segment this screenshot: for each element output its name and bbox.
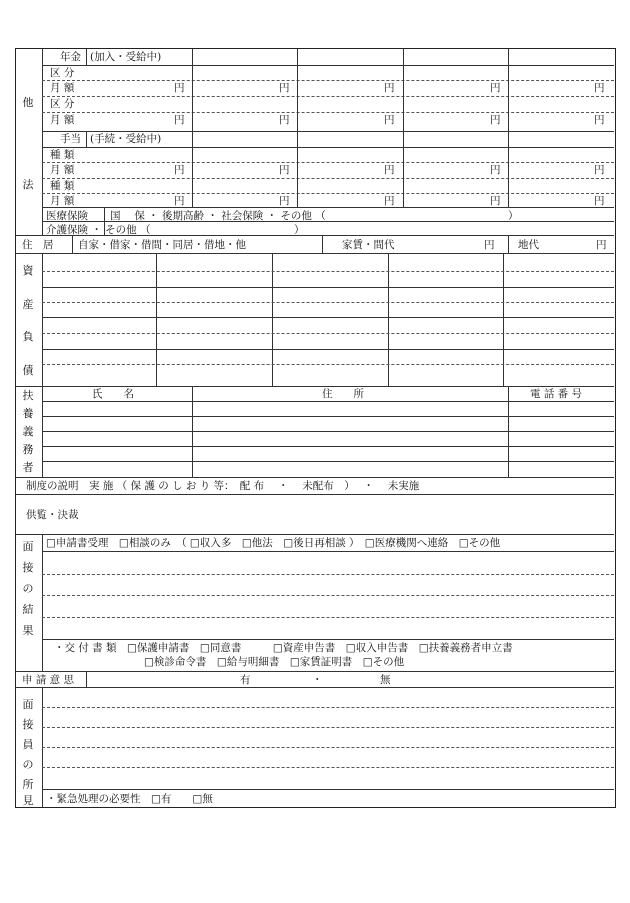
grid-line: [42, 446, 614, 447]
opinion-char-2: 接: [22, 718, 34, 731]
care-close-paren: ）: [294, 224, 305, 236]
support-address-header: 住 所: [322, 388, 364, 400]
grid-line: [42, 317, 614, 318]
yen-unit: 円: [279, 164, 290, 176]
intention-yes: 有: [240, 674, 251, 686]
result-char-1: 面: [22, 540, 34, 553]
intention-dot: ・: [312, 674, 323, 686]
assets-char-3: 負: [22, 330, 34, 343]
assets-char-2: 産: [22, 298, 34, 311]
welfare-interview-form: [15, 48, 616, 808]
grid-line: [42, 287, 614, 288]
documents-row-2: □検診命令書 □給与明細書 □家賃証明書 □その他: [144, 656, 405, 668]
opinion-char-3: 員: [22, 738, 34, 751]
grid-line: [42, 461, 614, 462]
grid-line: [42, 617, 614, 618]
yen-unit: 円: [490, 114, 501, 126]
monthly-label-4: 月 額: [50, 195, 75, 207]
side-label-law: 法: [22, 178, 34, 191]
pension-status: (加入・受給中): [90, 51, 162, 63]
grid-line-vertical: [403, 49, 404, 207]
rent-yen: 円: [484, 239, 495, 251]
result-char-4: 結: [22, 603, 34, 616]
yen-unit: 円: [594, 82, 605, 94]
grid-line-vertical: [192, 49, 193, 207]
support-char-2: 養: [22, 407, 34, 420]
type-label-1: 種 類: [50, 149, 75, 161]
grid-line: [42, 727, 614, 728]
grid-line: [42, 747, 614, 748]
opinion-char-1: 面: [22, 698, 34, 711]
inspection-approval: 供覧・決裁: [26, 509, 79, 521]
result-char-2: 接: [22, 561, 34, 574]
urgent-processing: ・緊急処理の必要性 □有 □無: [46, 793, 213, 805]
grid-line: [42, 178, 614, 179]
medical-close-paren: ）: [508, 210, 519, 222]
yen-unit: 円: [384, 164, 395, 176]
grid-line: [42, 595, 614, 596]
pension-title: 年金: [60, 51, 81, 63]
type-label-2: 種 類: [50, 180, 75, 192]
grid-line: [42, 416, 614, 417]
yen-unit: 円: [174, 114, 185, 126]
allowance-status: (手続・受給中): [90, 133, 162, 145]
grid-line: [42, 707, 614, 708]
result-char-3: の: [22, 582, 34, 595]
monthly-label-2: 月 額: [50, 114, 75, 126]
yen-unit: 円: [174, 164, 185, 176]
grid-line: [42, 131, 614, 132]
grid-line: [42, 767, 614, 768]
intention-no: 無: [380, 674, 391, 686]
support-char-1: 扶: [22, 389, 34, 402]
land-rent-label: 地代: [518, 239, 539, 251]
support-char-3: 義: [22, 425, 34, 438]
grid-line: [42, 639, 614, 640]
yen-unit: 円: [490, 164, 501, 176]
grid-line: [42, 65, 614, 66]
grid-line: [42, 207, 614, 208]
yen-unit: 円: [594, 114, 605, 126]
support-char-5: 者: [22, 461, 34, 474]
support-phone-header: 電 話 番 号: [530, 388, 583, 400]
medical-insurance-label: 医療保険: [46, 210, 88, 222]
grid-line-vertical: [297, 49, 298, 207]
assets-char-1: 資: [22, 264, 34, 277]
medical-insurance-options: 国 保 ・ 後期高齢 ・ 社会保険 ・ その他 （: [110, 210, 326, 222]
yen-unit: 円: [279, 82, 290, 94]
monthly-label-3: 月 額: [50, 164, 75, 176]
opinion-char-5: 所: [22, 778, 34, 791]
documents-row-1: ・交 付 書 類 □保護申請書 □同意書 □資産申告書 □収入申告書 □扶養義務者申立書: [54, 642, 513, 654]
land-rent-yen: 円: [596, 239, 607, 251]
yen-unit: 円: [279, 195, 290, 207]
rent-label: 家賃・間代: [342, 239, 395, 251]
grid-line: [42, 221, 614, 222]
opinion-char-4: の: [22, 758, 34, 771]
monthly-label-1: 月 額: [50, 82, 75, 94]
care-insurance-label: 介護保険 ・ その他 （: [46, 224, 151, 236]
residence-label: 住 居: [22, 239, 54, 251]
grid-line: [42, 112, 614, 113]
category-label-1: 区 分: [50, 67, 75, 79]
grid-line: [42, 96, 614, 97]
grid-line: [42, 789, 614, 790]
opinion-char-6: 見: [22, 794, 34, 807]
grid-line-vertical: [508, 49, 509, 207]
support-char-4: 務: [22, 443, 34, 456]
grid-line: [42, 271, 614, 272]
yen-unit: 円: [174, 82, 185, 94]
grid-line: [42, 333, 614, 334]
yen-unit: 円: [384, 82, 395, 94]
grid-line: [42, 162, 614, 163]
grid-line: [42, 431, 614, 432]
interview-result-options: □申請書受理 □相談のみ （ □収入多 □他法 □後日再相談 ） □医療機関へ連絡 □その他: [46, 537, 501, 549]
grid-line: [42, 574, 614, 575]
side-label-other: 他: [22, 96, 34, 109]
yen-unit: 円: [279, 114, 290, 126]
allowance-title: 手当: [60, 133, 81, 145]
assets-char-4: 債: [22, 364, 34, 377]
yen-unit: 円: [384, 195, 395, 207]
intention-label: 申 請 意 思: [22, 674, 75, 686]
yen-unit: 円: [384, 114, 395, 126]
grid-line: [42, 193, 614, 194]
residence-options: 自家・借家・借間・同居・借地・他: [78, 239, 246, 251]
grid-line: [42, 147, 614, 148]
grid-line: [42, 349, 614, 350]
yen-unit: 円: [490, 82, 501, 94]
yen-unit: 円: [174, 195, 185, 207]
system-explanation: 制度の説明 実 施 （ 保 護 の し お り 等： 配 布 ・ 未配布 ） ・ 未実施: [26, 480, 420, 492]
yen-unit: 円: [490, 195, 501, 207]
grid-line: [42, 364, 614, 365]
yen-unit: 円: [594, 164, 605, 176]
category-label-2: 区 分: [50, 98, 75, 110]
grid-line: [42, 80, 614, 81]
support-name-header: 氏 名: [92, 388, 134, 400]
grid-line: [42, 302, 614, 303]
yen-unit: 円: [594, 195, 605, 207]
result-char-5: 果: [22, 624, 34, 637]
